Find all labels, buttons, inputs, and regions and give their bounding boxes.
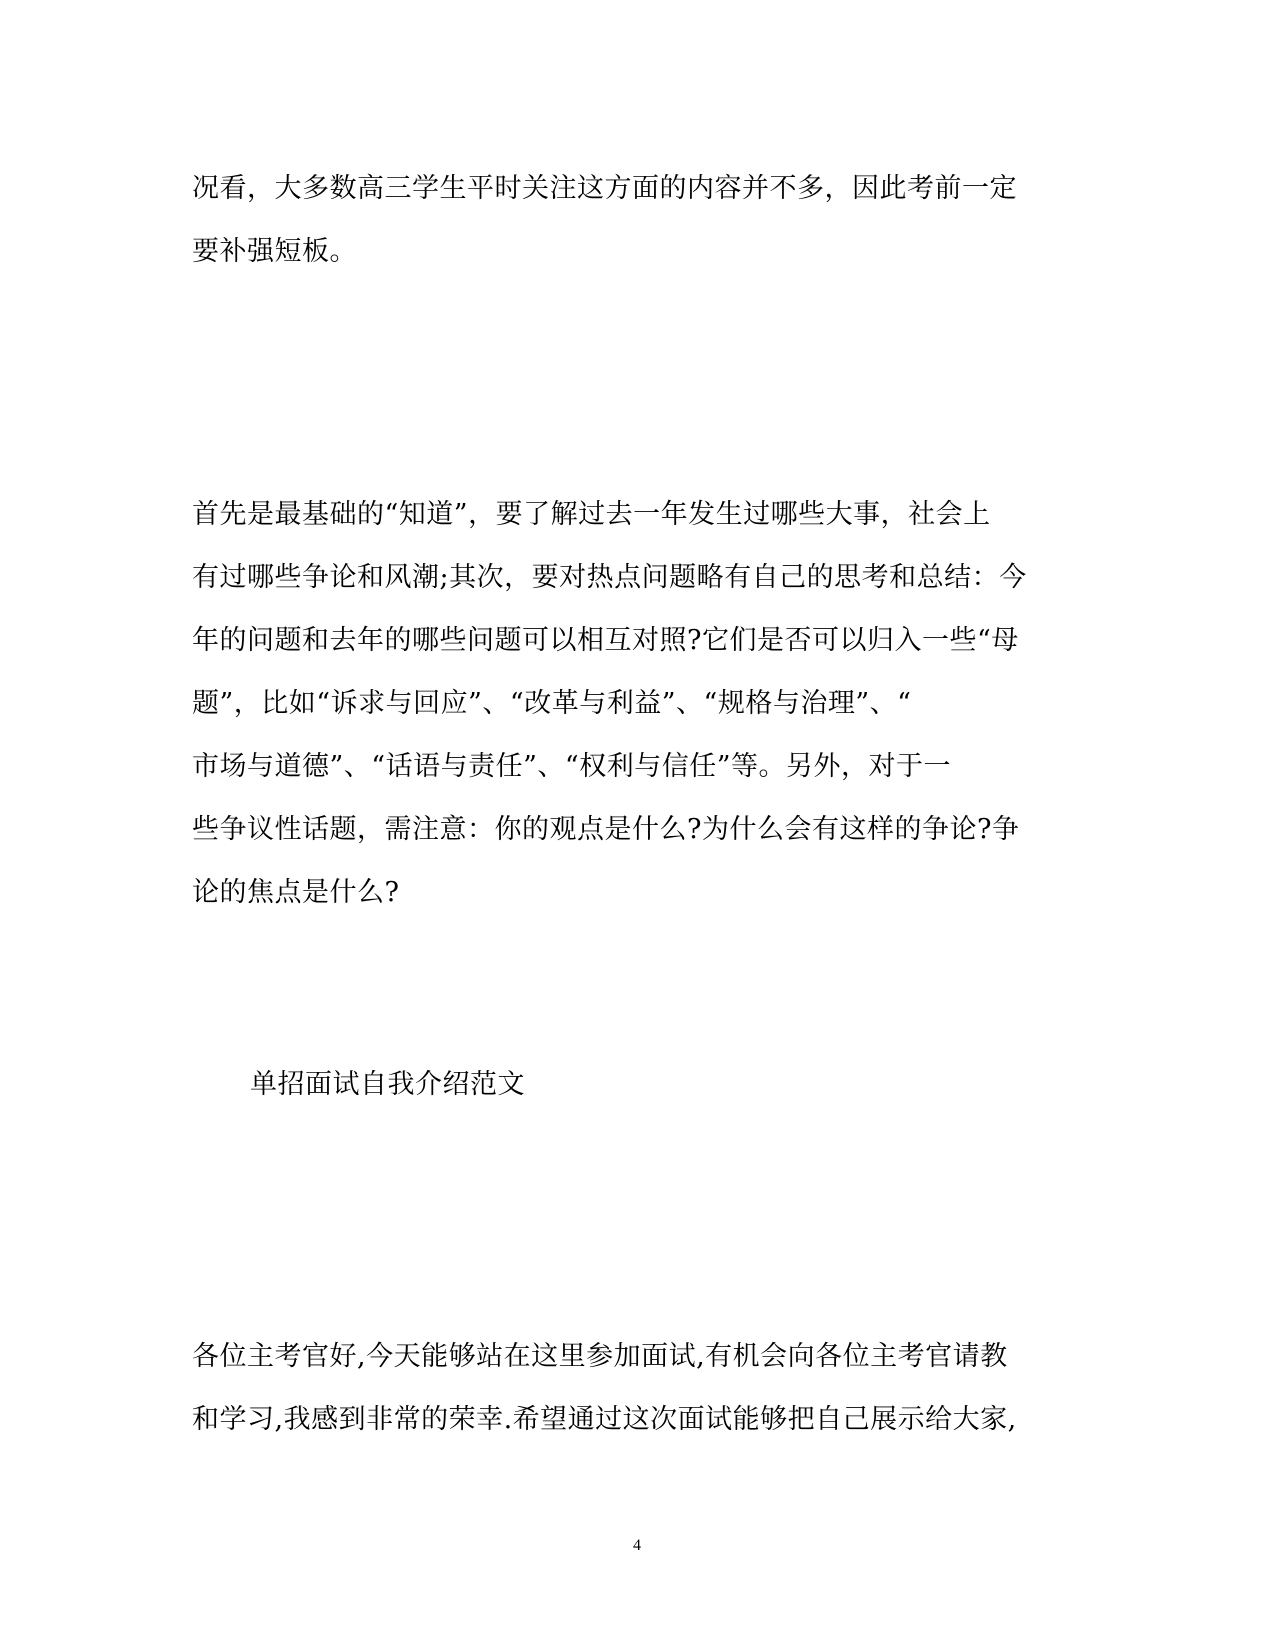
paragraph-line: 题”，比如“诉求与回应”、“改革与利益”、“规格与治理”、“: [192, 688, 912, 719]
paragraph-3: [192, 1325, 1092, 1451]
paragraph-line: 首先是最基础的“知道”，要了解过去一年发生过哪些大事，社会上: [192, 499, 991, 530]
paragraph-line: 各位主考官好,今天能够站在这里参加面试,有机会向各位主考官请教: [192, 1341, 1008, 1372]
paragraph-line: 要补强短板。: [192, 236, 357, 267]
paragraph-line: 和学习,我感到非常的荣幸.希望通过这次面试能够把自己展示给大家,: [192, 1404, 1017, 1435]
paragraph-line: 市场与道德”、“话语与责任”、“权利与信任”等。另外，对于一: [192, 751, 952, 782]
paragraph-line: 况看，大多数高三学生平时关注这方面的内容并不多，因此考前一定: [192, 173, 1017, 204]
paragraph-2: [192, 483, 1092, 924]
paragraph-line: 年的问题和去年的哪些问题可以相互对照?它们是否可以归入一些“母: [192, 625, 1019, 656]
paragraph-line: 有过哪些争论和风潮;其次，要对热点问题略有自己的思考和总结：今: [192, 562, 1027, 593]
paragraph-line: 些争议性话题，需注意：你的观点是什么?为什么会有这样的争论?争: [192, 814, 1020, 845]
paragraph-line: 论的焦点是什么?: [192, 877, 400, 908]
paragraph-1: [192, 157, 1092, 283]
section-heading: [250, 1053, 1150, 1116]
page-number: 4: [633, 1537, 641, 1554]
section-heading-text: 单招面试自我介绍范文: [250, 1069, 525, 1100]
